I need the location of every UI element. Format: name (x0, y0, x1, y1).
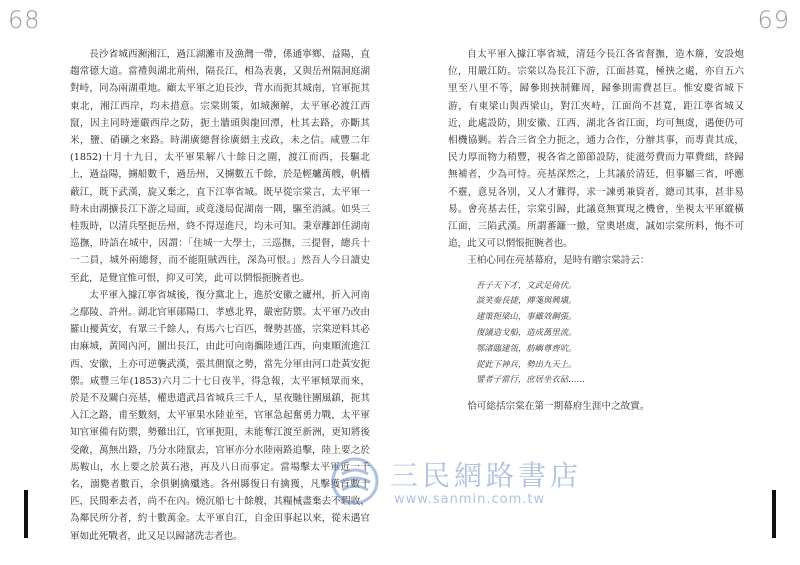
watermark-title: 三民網路書店 (390, 459, 583, 492)
poem-intro: 王柏心同在亮基幕府，是時有贈宗棠詩云： (467, 255, 650, 267)
poem-line: 建策扼梁山，事雖效鋼張。 (476, 311, 577, 322)
body-text (70, 46, 370, 545)
page-number: 69 (757, 6, 790, 34)
poem-block (476, 278, 744, 389)
paragraph: 太平軍入據江寧省城後，復分黨北上，進於安徽之廬州，折入河南之鄢陵、許州。湖北官軍鄖陽口、孝感北界，嚴密防禦。太平軍乃改由羅山擾黃安，有眾三千餘人，有馬六七百匹，聲勢甚盛，宗棠逆料其必由麻城，黃岡內河，圖出長江，由此可向南攜陸通江西，向東順流進江西、安徽，上亦可逆襲武漢，張其側竄之勢，當先分軍由河口赴黃安扼禦。咸豐三年(1853)六月二十七日夜半，得急報，太平軍傾眾而來，於是不及關白亮基，權患遣武昌省城兵三千人，星夜馳往團風鎮，扼其入江之路，甫至數刻，太平軍果水陸並至，官軍急起奮勇力戰，太平軍知官軍備有防禦，勢難出江，官軍扼阻，未能奪江渡至新洲，更知將後受敵，萬無出路，乃分水陸竄去，官軍亦分水陸兩路追擊，陸上要之於馬鞍山，水上要之於黃石港，再及八日而事定。當場擊太平軍近一千名，溺斃者數百，余俱剿擒殲逃。各州縣復日有擒獲，凡擊獲首數十匹，民間牽去者，尚不在內。燒沉船七十餘艘，其糧械盡棄去不暇收，為鄰民所分者，約十數萬金。太平軍自江，自金田事起以來，從未遇官軍如此死戰者，此又足以歸諸洗志者也。 (70, 289, 370, 542)
closing-line: 恰可総括宗棠在第一期幕府生涯中之故實。 (467, 401, 650, 413)
paragraph: 自太平軍入據江寧省城，清廷今長江各省督撫，造木簰，安設炮位，用嚴江防。宗棠以為長江下游，江面甚寬，極挾之處，亦自五六里至八里不等，歸參則挾制難周，歸參則需費甚巨。惟安慶省城下游，有東梁山與西梁山，對江夾峙，江面尚不甚寬，距江寧省城又近，此處設防，則安徽、江西、湖北各省江面，均可無虞，遇便仍可相機協剿。若合三省全力扼之，通力合作，分辦其事，而專責其成，民力厚而物力稍豐，視各省之節節設防，徒滋勞費而力單費絀，終歸無補者，少為可恃。亮基深然之，上其議於清廷，但事屬三省，呼應不靈，意見各別，又人才難得，求一諫勇兼資者，總司其事，甚非易易。會亮基去任，宗棠引歸，此議竟無實現之機會，坐視太平軍縱橫江面，三陷武漢。所謂蕃籬一撤，堂奧堪虞，誠如宗棠所料，悔不可追，此又可以惘悵扼腕者也。 (448, 49, 744, 250)
poem-line: 復議造戈船，造成萬里流。 (476, 327, 577, 338)
poem-line: 從此下神兵，勢出九天上。 (476, 358, 577, 369)
page-number: 68 (8, 6, 41, 34)
poem-line: 譬者子當行，庶居坐衣砧…… (476, 374, 585, 385)
poem-line: 談笑奏長捷，傳箋與興塡。 (476, 295, 577, 306)
watermark-url: www.sanmin.com.tw (394, 492, 546, 507)
sanmin-logo-icon (330, 456, 380, 506)
paragraph: 長沙省城西瀕湘江，過江湖灘市及漁灣一帶，係通寧鄉、益陽，直趨常德大道。當禮與湖北荊州，隔長江，相為表裏，又與岳州隔洞庭湖對峙，同為兩湖重地。顧太平軍之迫長沙，背水而扼其城南，官軍扼其東北，湘江西岸，均未措意。宗棠則策，如城瀕解，太平軍必渡江西竄，因主同時連嚴西岸之防，扼土牆頭與龍回潭，杜其去路，亦斷其米，鹽、硝礦之來路。時湖廣總督徐廣縉主戎政，未之信。咸豐二年(1852)十月十九日，太平軍果解八十餘日之圍，渡江而西，長驅北上，過益陽，擄船數千，過岳州，又擄數五千餘，於是輕艫萬艘，帆檣蔽江，既下武漢，旋又棄之，直下江寧省城。既早從宗棠言，太平軍一時未由湖擴長江下游之局面，或竟淺局促湖南一隅，驅至消滅。如吳三桂叛時，以清兵堅扼岳州，終不得逞進尺，均未可知。秉章離卸任湖南巡撫，時語在城中，因謂：「住城一大學士，三巡撫，三提督，總兵十一二員，城外兩總督，而不能阻賊西往，深為可恨。」然吾人今日讀史至此，是覺宜惟可恨，抑又可笑，此可以惘悵扼腕者也。 (70, 49, 370, 284)
page-edge-marker (772, 490, 776, 538)
page-edge-marker (24, 490, 28, 538)
poem-line: 鄂渚臨建瓴，舫嶼尊齊吭。 (476, 342, 577, 353)
body-text (448, 46, 744, 415)
sanmin-watermark (330, 450, 583, 516)
poem-line: 吾子天下才，文武足倚伏。 (476, 279, 577, 290)
